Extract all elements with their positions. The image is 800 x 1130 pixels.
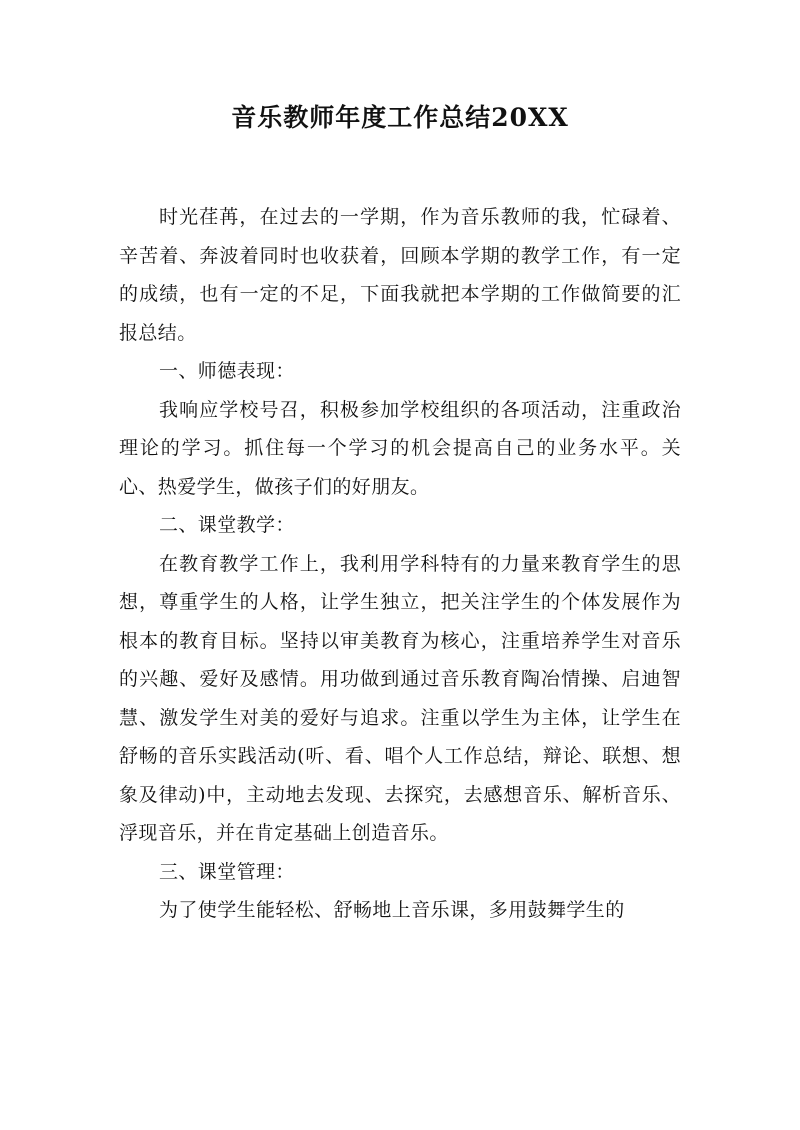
- intro-paragraph: 时光荏苒，在过去的一学期，作为音乐教师的我，忙碌着、辛苦着、奔波着同时也收获着，回顾本学期的教学工作，有一定的成绩，也有一定的不足，下面我就把本学期的工作做简要的汇报总结。: [119, 206, 681, 344]
- document-title: 音乐教师年度工作总结20XX: [231, 103, 569, 132]
- section-text-ethics: 我响应学校号召，积极参加学校组织的各项活动，注重政治理论的学习。抓住每一个学习的机会提高自己的业务水平。关心、热爱学生，做孩子们的好朋友。: [119, 398, 681, 498]
- section-text-teaching: 在教育教学工作上，我利用学科特有的力量来教育学生的思想，尊重学生的人格，让学生独立，把关注学生的个体发展作为根本的教育目标。坚持以审美教育为核心，注重培养学生对音乐的兴趣、爱好及感情。用功做到通过音乐教育陶冶情操、启迪智慧、激发学生对美的爱好与追求。注重以学生为主体，让学生在舒畅的音乐实践活动(听、看、唱个人工作总结，辩论、联想、想象及律动)中，主动地去发现、去探究，去感想音乐、解析音乐、浮现音乐，并在肯定基础上创造音乐。: [119, 552, 681, 844]
- section-heading-ethics: 一、师德表现：: [159, 360, 295, 382]
- section-heading-management: 三、课堂管理：: [159, 860, 295, 883]
- section-text-management: 为了使学生能轻松、舒畅地上音乐课，多用鼓舞学生的: [159, 899, 625, 921]
- section-heading-teaching: 二、课堂教学：: [159, 514, 295, 536]
- document-body: [119, 198, 681, 930]
